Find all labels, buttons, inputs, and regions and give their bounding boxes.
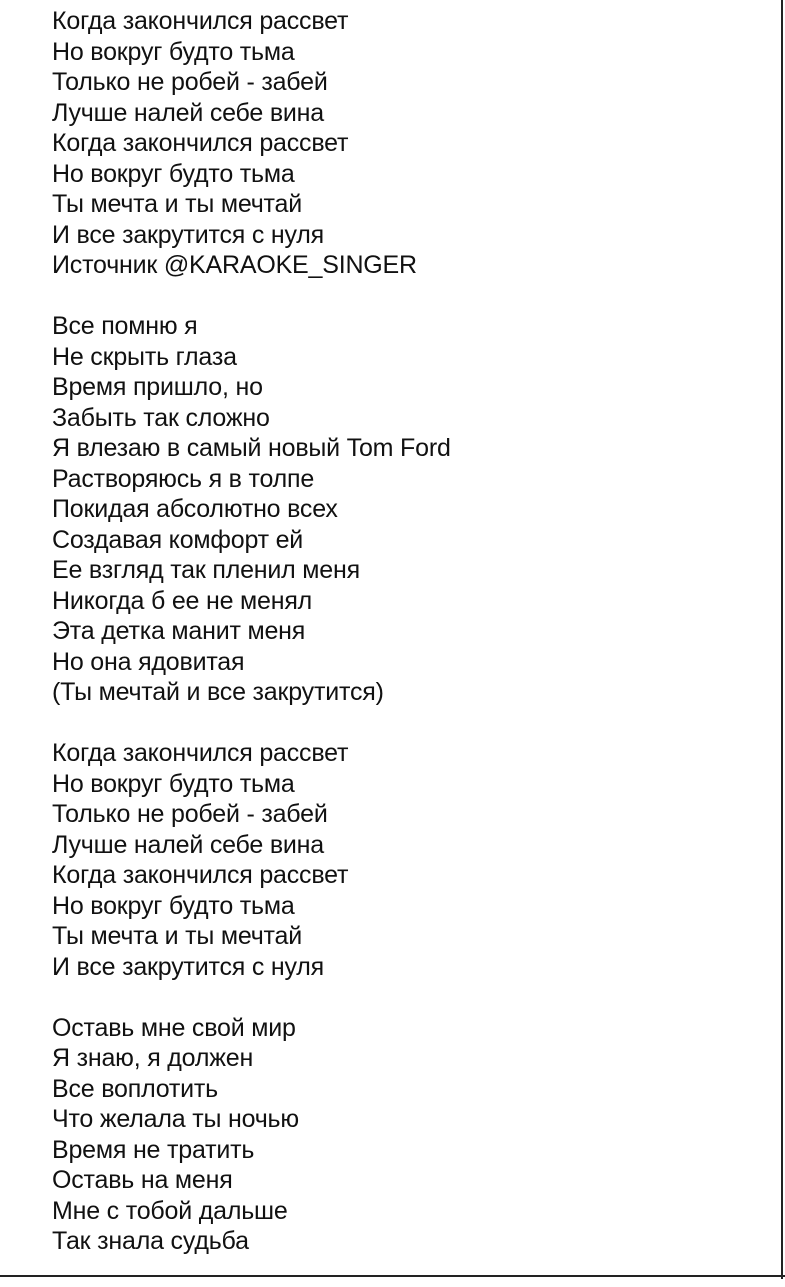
lyric-line: Но она ядовитая: [52, 647, 245, 676]
lyric-line: Когда закончился рассвет: [52, 129, 349, 157]
lyric-line: Никогда б ее не менял: [52, 586, 313, 615]
lyric-line: Забыть так сложно: [52, 403, 270, 432]
lyric-line: (Ты мечтай и все закрутится): [52, 678, 384, 706]
lyric-line: Я влезаю в самый новый Tom Ford: [52, 434, 451, 462]
lyric-line: Покидая абсолютно всех: [52, 495, 338, 523]
lyric-line: Но вокруг будто тьма: [52, 891, 295, 920]
lyric-line: Растворяюсь я в толпе: [52, 464, 315, 493]
lyric-line: Время пришло, но: [52, 373, 263, 401]
lyric-line: Все помню я: [52, 312, 198, 340]
lyric-line: Оставь мне свой мир: [52, 1013, 296, 1042]
lyric-line: Лучше налей себе вина: [52, 98, 324, 127]
lyric-line: Я знаю, я должен: [52, 1044, 254, 1072]
lyric-line: Но вокруг будто тьма: [52, 769, 295, 798]
lyric-line: Создавая комфорт ей: [52, 525, 304, 554]
lyric-line: Источник @KARAOKE_SINGER: [52, 251, 417, 279]
lyric-line: Не скрыть глаза: [52, 342, 237, 371]
lyrics-text: [52, 6, 752, 1287]
lyric-line: И все закрутится с нуля: [52, 220, 324, 249]
bottom-border-divider: [0, 1275, 785, 1277]
lyric-line: Только не робей - забей: [52, 800, 328, 828]
lyric-line: Время не тратить: [52, 1135, 255, 1164]
right-border-divider: [781, 0, 783, 1279]
stanza: [52, 1013, 752, 1257]
lyric-line: Но вокруг будто тьма: [52, 37, 295, 66]
lyric-line: Что желала ты ночью: [52, 1105, 299, 1133]
lyric-line: Когда закончился рассвет: [52, 739, 349, 767]
lyric-line: Но вокруг будто тьма: [52, 159, 295, 188]
stanza: [52, 6, 752, 281]
lyric-line: Так знала судьба: [52, 1227, 249, 1255]
lyric-line: И все закрутится с нуля: [52, 952, 324, 981]
lyric-line: Оставь на меня: [52, 1166, 233, 1194]
lyric-line: Когда закончился рассвет: [52, 7, 349, 35]
lyric-line: Только не робей - забей: [52, 68, 328, 96]
lyric-line: Ты мечта и ты мечтай: [52, 922, 302, 950]
stanza: [52, 738, 752, 982]
stanza: [52, 311, 752, 708]
lyric-line: Ты мечта и ты мечтай: [52, 190, 302, 218]
lyric-line: Когда закончился рассвет: [52, 861, 349, 889]
lyric-line: Все воплотить: [52, 1074, 218, 1103]
lyric-line: Лучше налей себе вина: [52, 830, 324, 859]
lyric-line: Мне с тобой дальше: [52, 1196, 288, 1225]
lyric-line: Эта детка манит меня: [52, 617, 306, 645]
lyric-line: Ее взгляд так пленил меня: [52, 556, 360, 584]
